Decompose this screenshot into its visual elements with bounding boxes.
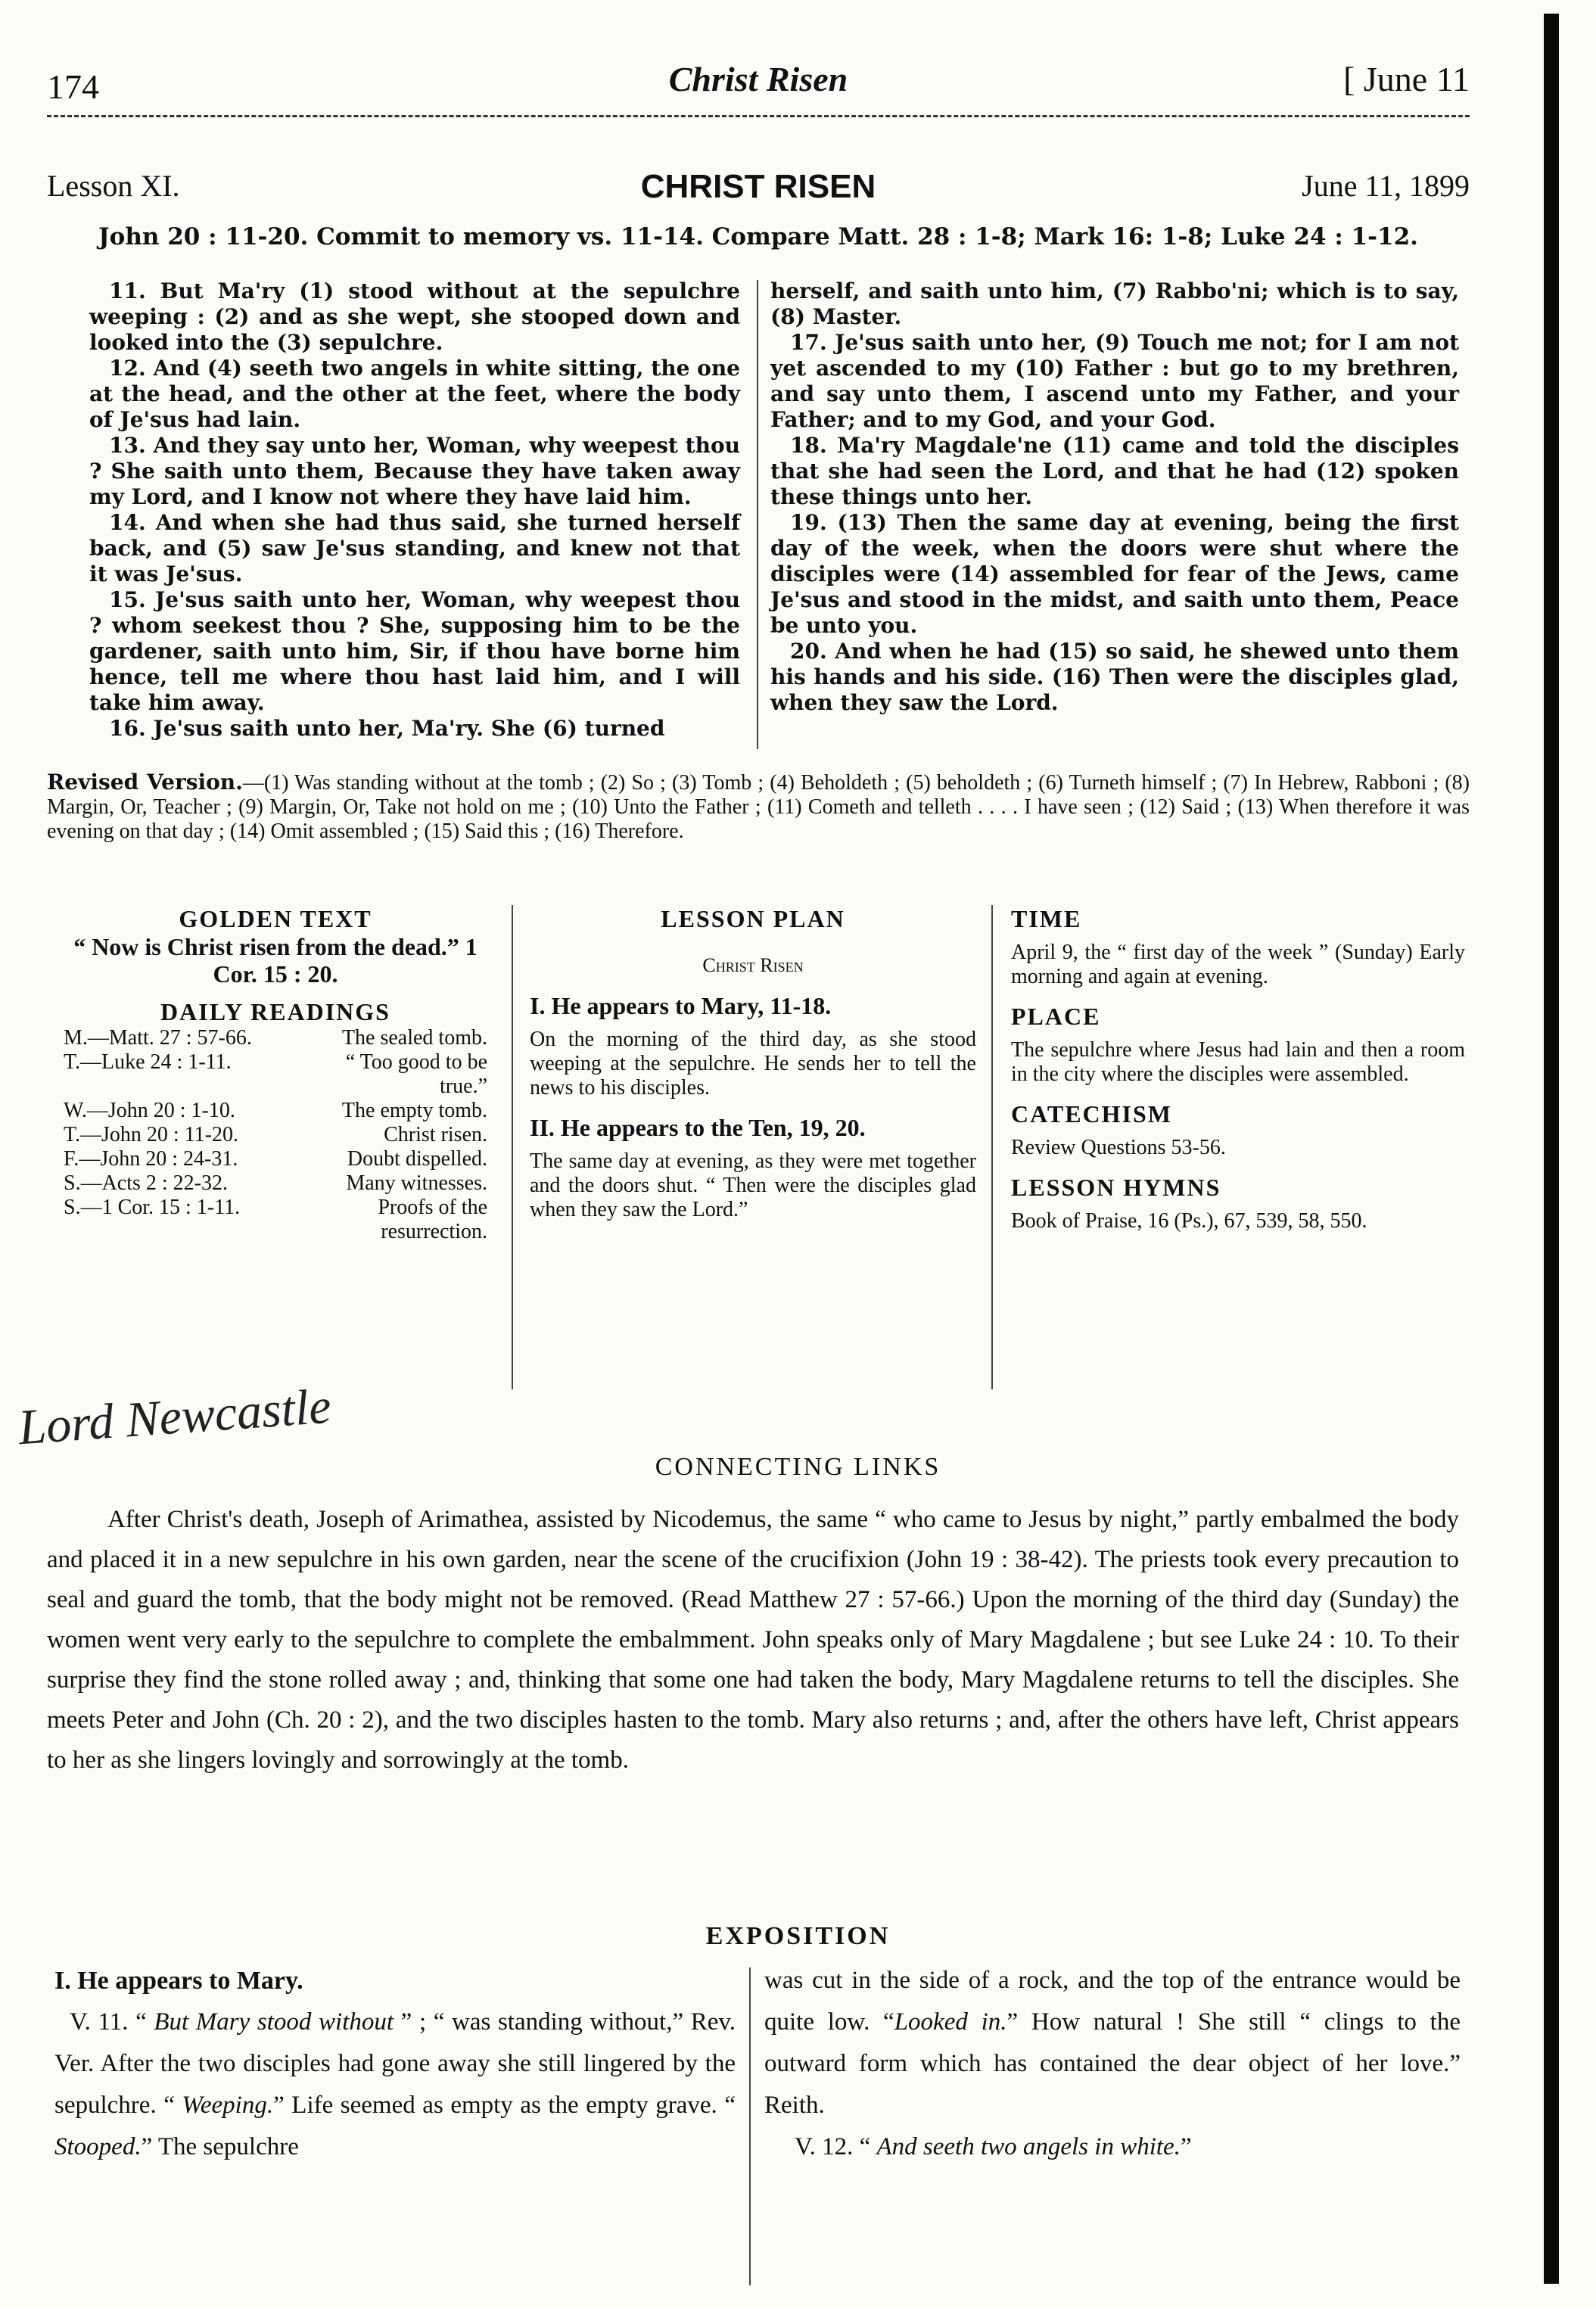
verse: 20. And when he had (15) so said, he shewed unto them his hands and his side. (16) Then were the disciples glad, when they saw the Lord. xyxy=(770,639,1459,715)
verse: 17. Je'sus saith unto her, (9) Touch me not; for I am not yet ascended to my (10) Father : but go to my brethren, and say unto them, I ascend unto my Father, and your Father; and to my God, and your God. xyxy=(770,330,1459,432)
connecting-links-heading: CONNECTING LINKS xyxy=(655,1453,941,1481)
golden-text: “ Now is Christ risen from the dead.” 1 Cor. 15 : 20. xyxy=(73,933,478,988)
hymns-text: Book of Praise, 16 (Ps.), 67, 539, 58, 550. xyxy=(1011,1209,1367,1233)
exposition-subheading: I. He appears to Mary. xyxy=(54,1967,303,1995)
running-title: Christ Risen xyxy=(668,60,848,98)
running-date: [ June 11 xyxy=(1343,60,1470,98)
reading-title: “ Too good to be true.” xyxy=(345,1050,487,1098)
verse: 14. And when she had thus said, she turned herself back, and (5) saw Je'sus standing, and knew not that it was Je'sus. xyxy=(89,510,740,586)
quoted-phrase: Weeping. xyxy=(182,2092,274,2119)
text: was cut in the side of a rock, and the top of the entrance would be quite low. “ xyxy=(764,1967,1461,2036)
connecting-links-body xyxy=(47,1500,1459,1781)
catechism-text: Review Questions 53-56. xyxy=(1011,1136,1226,1159)
daily-reading-item xyxy=(64,1171,487,1196)
exposition-paragraph xyxy=(764,2126,1461,2168)
revised-label: Revised Version. xyxy=(47,770,243,795)
quoted-phrase: And seeth two angels in white. xyxy=(876,2133,1181,2160)
quoted-phrase: Looked in. xyxy=(894,2008,1007,2036)
reading-ref: S.—Acts 2 : 22-32. xyxy=(64,1171,228,1195)
quoted-phrase: Stooped. xyxy=(54,2133,142,2160)
lesson-facts-box xyxy=(1011,905,1465,1247)
exposition-heading: EXPOSITION xyxy=(705,1922,891,1950)
exposition-paragraph xyxy=(54,2002,736,2168)
revised-version-notes xyxy=(47,770,1470,844)
plan-point-1: I. He appears to Mary, 11-18. xyxy=(530,992,832,1019)
plan-point-2: II. He appears to the Ten, 19, 20. xyxy=(530,1114,866,1141)
text: ” How natural ! She still “ clings to the outward form which has contained the dear object of her love.” Reith. xyxy=(764,2008,1461,2119)
text: ” ; “ was standing without,” Rev. Ver. After the two disciples had gone away she still lingered by the sepulchre. “ xyxy=(54,2008,736,2119)
place-text: The sepulchre where Jesus had lain and then a room in the city where the disciples were assembled. xyxy=(1011,1038,1465,1086)
exposition-left-column xyxy=(54,1960,736,2168)
daily-reading-item xyxy=(64,1026,487,1050)
lesson-plan-heading: LESSON PLAN xyxy=(661,905,845,932)
lesson-references: John 20 : 11-20. Commit to memory vs. 11-14. Compare Matt. 28 : 1-8; Mark 16: 1-8; Luke 24 : 1-12. xyxy=(98,223,1418,250)
daily-reading-item xyxy=(64,1123,487,1147)
daily-reading-item xyxy=(64,1050,487,1099)
daily-reading-item xyxy=(64,1147,487,1171)
daily-readings-heading: DAILY READINGS xyxy=(160,998,390,1025)
lesson-plan-box xyxy=(530,905,976,1236)
column-divider xyxy=(757,280,758,749)
text: V. 12. “ xyxy=(795,2133,877,2160)
verse: 19. (13) Then the same day at evening, being the first day of the week, when the doors were shut where the disciples were (14) assembled for fear of the Jews, came Je'sus and stood in the midst, and saith unto them, Peace be unto you. xyxy=(770,510,1459,638)
lesson-number: Lesson XI. xyxy=(47,169,180,203)
verse: 13. And they say unto her, Woman, why weepest thou ? She saith unto them, Because they have taken away my Lord, and I know not where they have laid him. xyxy=(89,433,740,509)
verse: 18. Ma'ry Magdale'ne (11) came and told the disciples that she had seen the Lord, and that he had (12) spoken these things unto her. xyxy=(770,433,1459,509)
box-divider xyxy=(991,905,993,1389)
verse: herself, and saith unto him, (7) Rabbo'ni; which is to say, (8) Master. xyxy=(770,278,1459,329)
reading-title: Doubt dispelled. xyxy=(347,1147,487,1171)
place-heading: PLACE xyxy=(1011,1003,1101,1030)
daily-reading-item xyxy=(64,1196,487,1244)
catechism-heading: CATECHISM xyxy=(1011,1100,1172,1128)
reading-ref: W.—John 20 : 1-10. xyxy=(64,1099,235,1122)
scan-edge-bar xyxy=(1544,14,1559,2284)
box-divider xyxy=(512,905,513,1389)
reading-title: The sealed tomb. xyxy=(341,1026,487,1050)
column-divider xyxy=(749,1967,751,2285)
verse: 12. And (4) seeth two angels in white sitting, the one at the head, and the other at the feet, where the body of Je'sus had lain. xyxy=(89,356,740,432)
reading-title: Proofs of the resurrection. xyxy=(378,1196,487,1243)
revised-text: —(1) Was standing without at the tomb ; (2) So ; (3) Tomb ; (4) Beholdeth ; (5) beholdeth ; (6) Turneth himself ; (7) In Hebrew, Rabboni ; (8) Margin, Or, Teacher ; (9) Margin, Or, Take not hold on me ; (10) Unto the Father ; (11) Cometh and telleth . . . . I have seen ; (12) Said ; (13) When therefore it was evening on that day ; (14) Omit assembled ; (15) Said this ; (16) Therefore. xyxy=(47,771,1470,843)
lesson-title: CHRIST RISEN xyxy=(640,168,876,205)
time-heading: TIME xyxy=(1011,905,1082,932)
quoted-phrase: But Mary stood without xyxy=(154,2008,394,2036)
verse: 11. But Ma'ry (1) stood without at the sepulchre weeping : (2) and as she wept, she stooped down and looked into the (3) sepulchre. xyxy=(89,278,740,355)
exposition-paragraph xyxy=(764,1960,1461,2126)
text: ” The sepulchre xyxy=(141,2133,299,2160)
reading-title: Many witnesses. xyxy=(346,1171,487,1195)
verse: 16. Je'sus saith unto her, Ma'ry. She (6) turned xyxy=(109,716,665,741)
golden-text-heading: GOLDEN TEXT xyxy=(179,905,372,932)
reading-ref: T.—Luke 24 : 1-11. xyxy=(64,1050,232,1074)
text: V. 11. “ xyxy=(70,2008,154,2036)
scripture-left-column xyxy=(89,278,740,742)
running-header xyxy=(47,59,1470,112)
verse: 15. Je'sus saith unto her, Woman, why weepest thou ? whom seekest thou ? She, supposing him to be the gardener, saith unto him, Sir, if thou have borne him hence, tell me where thou hast laid him, and I will take him away. xyxy=(89,587,740,715)
exposition-right-column xyxy=(764,1960,1461,2168)
reading-ref: S.—1 Cor. 15 : 1-11. xyxy=(64,1196,241,1219)
daily-readings-list xyxy=(64,1026,487,1244)
header-rule xyxy=(47,115,1470,117)
scripture-right-column xyxy=(770,278,1459,716)
reading-title: The empty tomb. xyxy=(341,1099,487,1122)
reading-ref: F.—John 20 : 24-31. xyxy=(64,1147,238,1171)
time-text: April 9, the “ first day of the week ” (Sunday) Early morning and again at evening. xyxy=(1011,941,1465,988)
reading-ref: M.—Matt. 27 : 57-66. xyxy=(64,1026,252,1050)
daily-reading-item xyxy=(64,1099,487,1123)
reading-title: Christ risen. xyxy=(384,1123,487,1146)
lesson-plan-subtitle: Christ Risen xyxy=(702,954,804,976)
reading-ref: T.—John 20 : 11-20. xyxy=(64,1123,238,1146)
handwritten-signature: Lord Newcastle xyxy=(16,1378,333,1456)
lesson-title-line xyxy=(47,168,1470,213)
lesson-date: June 11, 1899 xyxy=(1302,169,1470,203)
plan-text-2: The same day at evening, as they were met together and the doors shut. “ Then were the disciples glad when they saw the Lord.” xyxy=(530,1149,976,1221)
hymns-heading: LESSON HYMNS xyxy=(1011,1174,1221,1201)
connecting-links-text: After Christ's death, Joseph of Arimathea, assisted by Nicodemus, the same “ who came to Jesus by night,” partly embalmed the body and placed it in a new sepulchre in his own garden, near the scene of the crucifixion (John 19 : 38-42). The priests took every precaution to seal and guard the tomb, that the body might not be removed. (Read Matthew 27 : 57-66.) Upon the morning of the third day (Sunday) the women went very early to the sepulchre to complete the embalmment. John speaks only of Mary Magdalene ; but see Luke 24 : 10. To their surprise they find the stone rolled away ; and, thinking that some one had taken the body, Mary Magdalene returns to tell the disciples. She meets Peter and John (Ch. 20 : 2), and the two disciples hasten to the tomb. Mary also returns ; and, after the others have left, Christ appears to her as she lingers lovingly and sorrowingly at the tomb. xyxy=(47,1506,1459,1774)
text: ” Life seemed as empty as the empty grave. “ xyxy=(273,2092,736,2119)
page-number: 174 xyxy=(47,67,99,106)
plan-text-1: On the morning of the third day, as she stood weeping at the sepulchre. He sends her to tell the news to his disciples. xyxy=(530,1028,976,1100)
golden-text-box xyxy=(64,905,487,1244)
text: ” xyxy=(1180,2133,1192,2160)
